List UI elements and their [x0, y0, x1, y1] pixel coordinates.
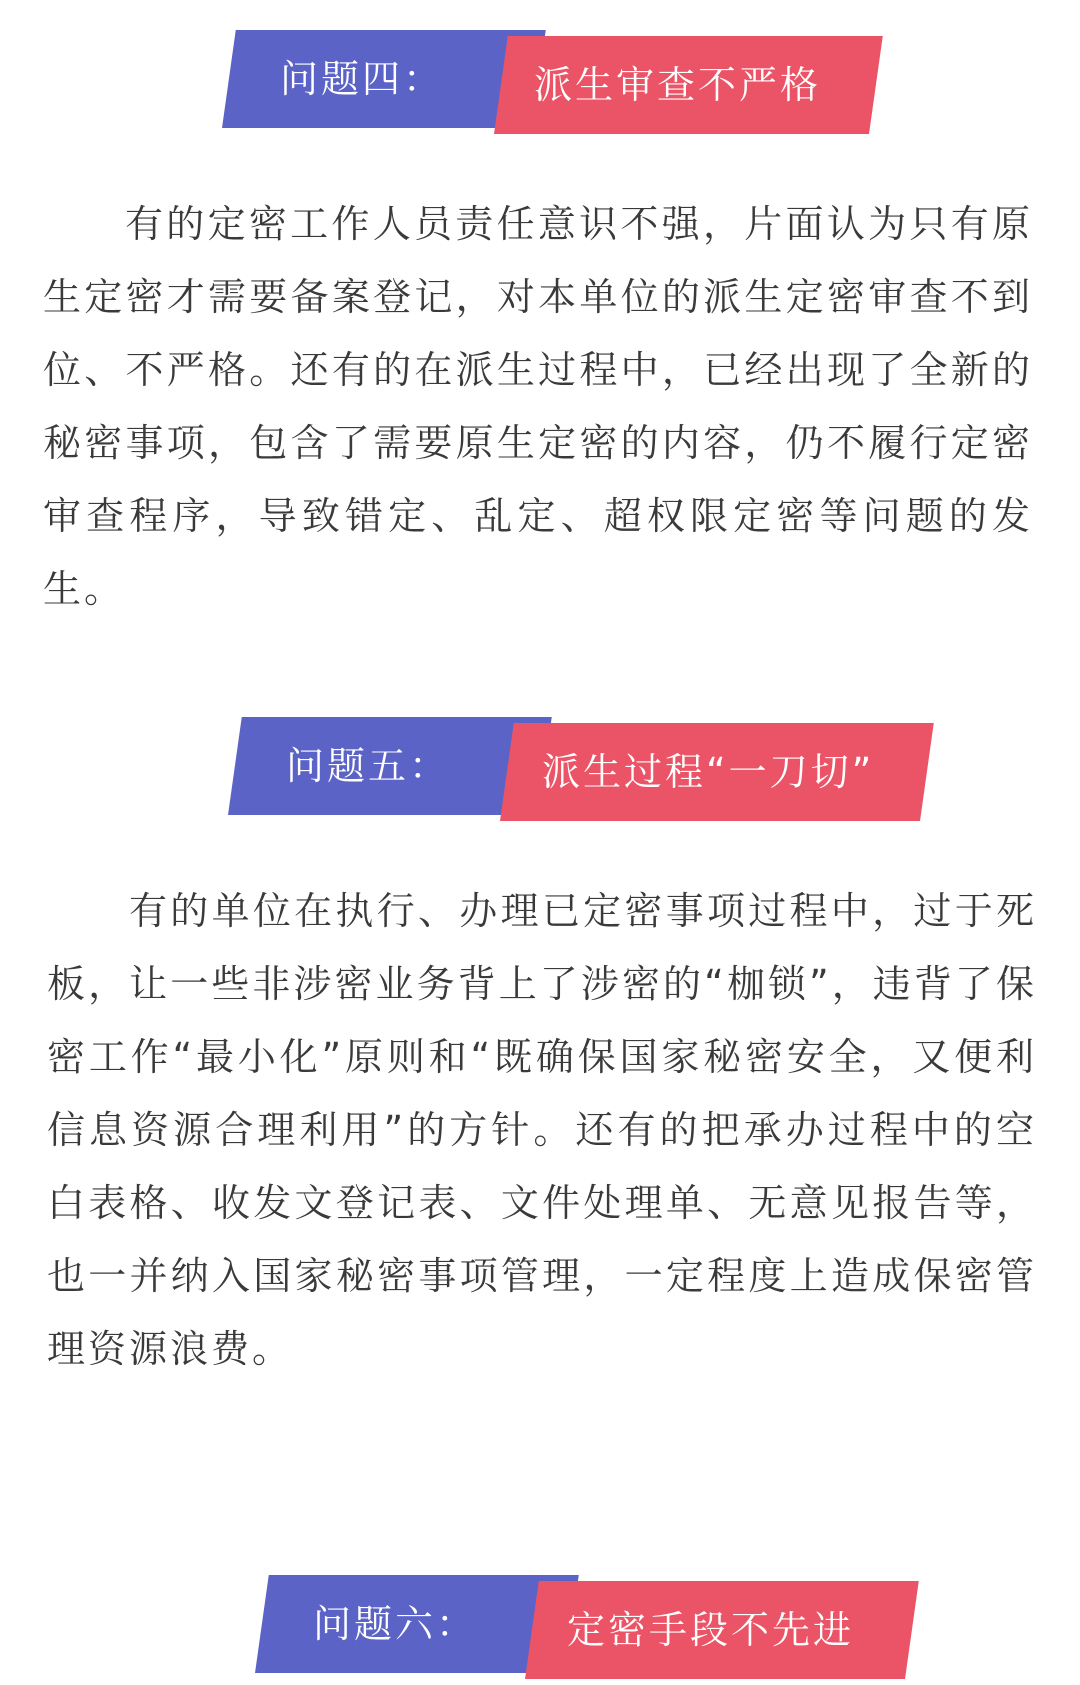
section-header-issue-6 — [255, 1575, 915, 1685]
issue-label: 问题五： — [286, 744, 451, 788]
issue-title: 定密手段不先进 — [567, 1608, 855, 1652]
issue-title: 派生审查不严格 — [534, 63, 822, 107]
issue-label: 问题六： — [313, 1602, 478, 1646]
section-header-issue-4 — [222, 30, 882, 140]
section-header-issue-5 — [228, 717, 928, 827]
issue-title: 派生过程“一刀切” — [542, 750, 875, 794]
issue-4-body: 有的定密工作人员责任意识不强，片面认为只有原生定密才需要备案登记，对本单位的派生定密审查不到位、不严格。还有的在派生过程中，已经出现了全新的秘密事项，包含了需要原生定密的内容，仍不履行定密审查程序，导致错定、乱定、超权限定密等问题的发生。 — [43, 202, 1033, 611]
issue-5-body: 有的单位在执行、办理已定密事项过程中，过于死板，让一些非涉密业务背上了涉密的“枷锁”，违背了保密工作“最小化”原则和“既确保国家秘密安全，又便利信息资源合理利用”的方针。还有的把承办过程中的空白表格、收发文登记表、文件处理单、无意见报告等，也一并纳入国家秘密事项管理，一定程度上造成保密管理资源浪费。 — [47, 889, 1037, 1371]
issue-label: 问题四： — [280, 57, 445, 101]
